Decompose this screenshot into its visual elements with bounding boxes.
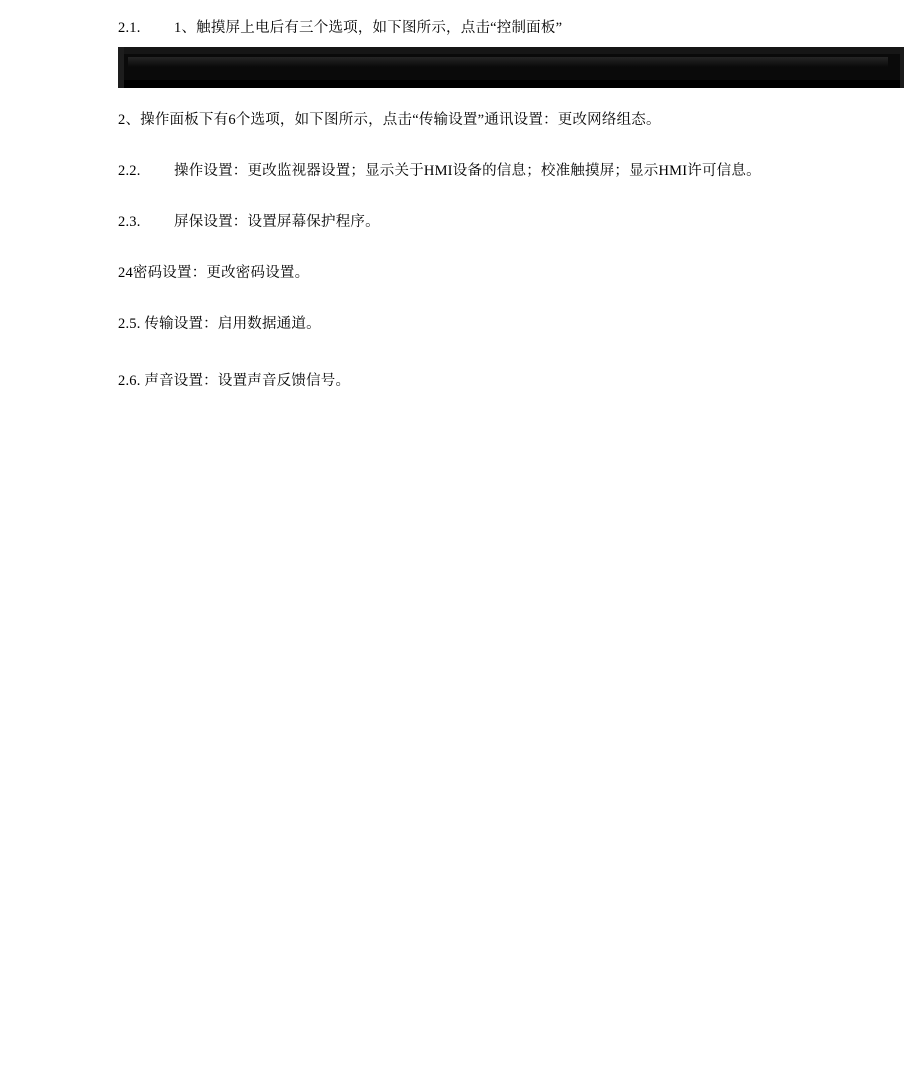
figure-sheen bbox=[128, 57, 888, 67]
paragraph-text-2: 2、操作面板下有6个选项，如下图所示，点击“传输设置”通讯设置：更改网络组态。 bbox=[118, 112, 661, 129]
paragraph-text-2-5: 2.5. 传输设置：启用数据通道。 bbox=[118, 316, 321, 333]
figure-band-top bbox=[118, 47, 904, 54]
paragraph-2-5 bbox=[118, 314, 904, 335]
touchscreen-figure bbox=[118, 47, 904, 88]
paragraph-text-2-4: 24密码设置：更改密码设置。 bbox=[118, 265, 310, 282]
figure-band-bottom bbox=[118, 80, 904, 88]
paragraph-text-2-3: 屏保设置：设置屏幕保护程序。 bbox=[174, 214, 380, 231]
paragraph-number-2-3: 2.3. bbox=[118, 214, 141, 231]
paragraph-number-2-2: 2.2. bbox=[118, 163, 141, 180]
figure-edge-left bbox=[118, 47, 124, 88]
paragraph-text-2-6: 2.6. 声音设置：设置声音反馈信号。 bbox=[118, 373, 351, 390]
paragraph-text-2-2: 操作设置：更改监视器设置；显示关于HMI设备的信息；校准触摸屏；显示HMI许可信息。 bbox=[174, 163, 761, 180]
paragraph-2-6 bbox=[118, 371, 904, 392]
figure-edge-right bbox=[900, 47, 904, 88]
paragraph-2 bbox=[118, 110, 904, 131]
paragraph-2-3 bbox=[118, 212, 904, 233]
paragraph-2-2 bbox=[118, 161, 904, 182]
paragraph-text-2-1: 1、触摸屏上电后有三个选项，如下图所示，点击“控制面板” bbox=[174, 20, 563, 36]
paragraph-2-1 bbox=[118, 18, 904, 39]
paragraph-number-2-1: 2.1. bbox=[118, 20, 141, 36]
paragraph-2-4 bbox=[118, 263, 904, 284]
